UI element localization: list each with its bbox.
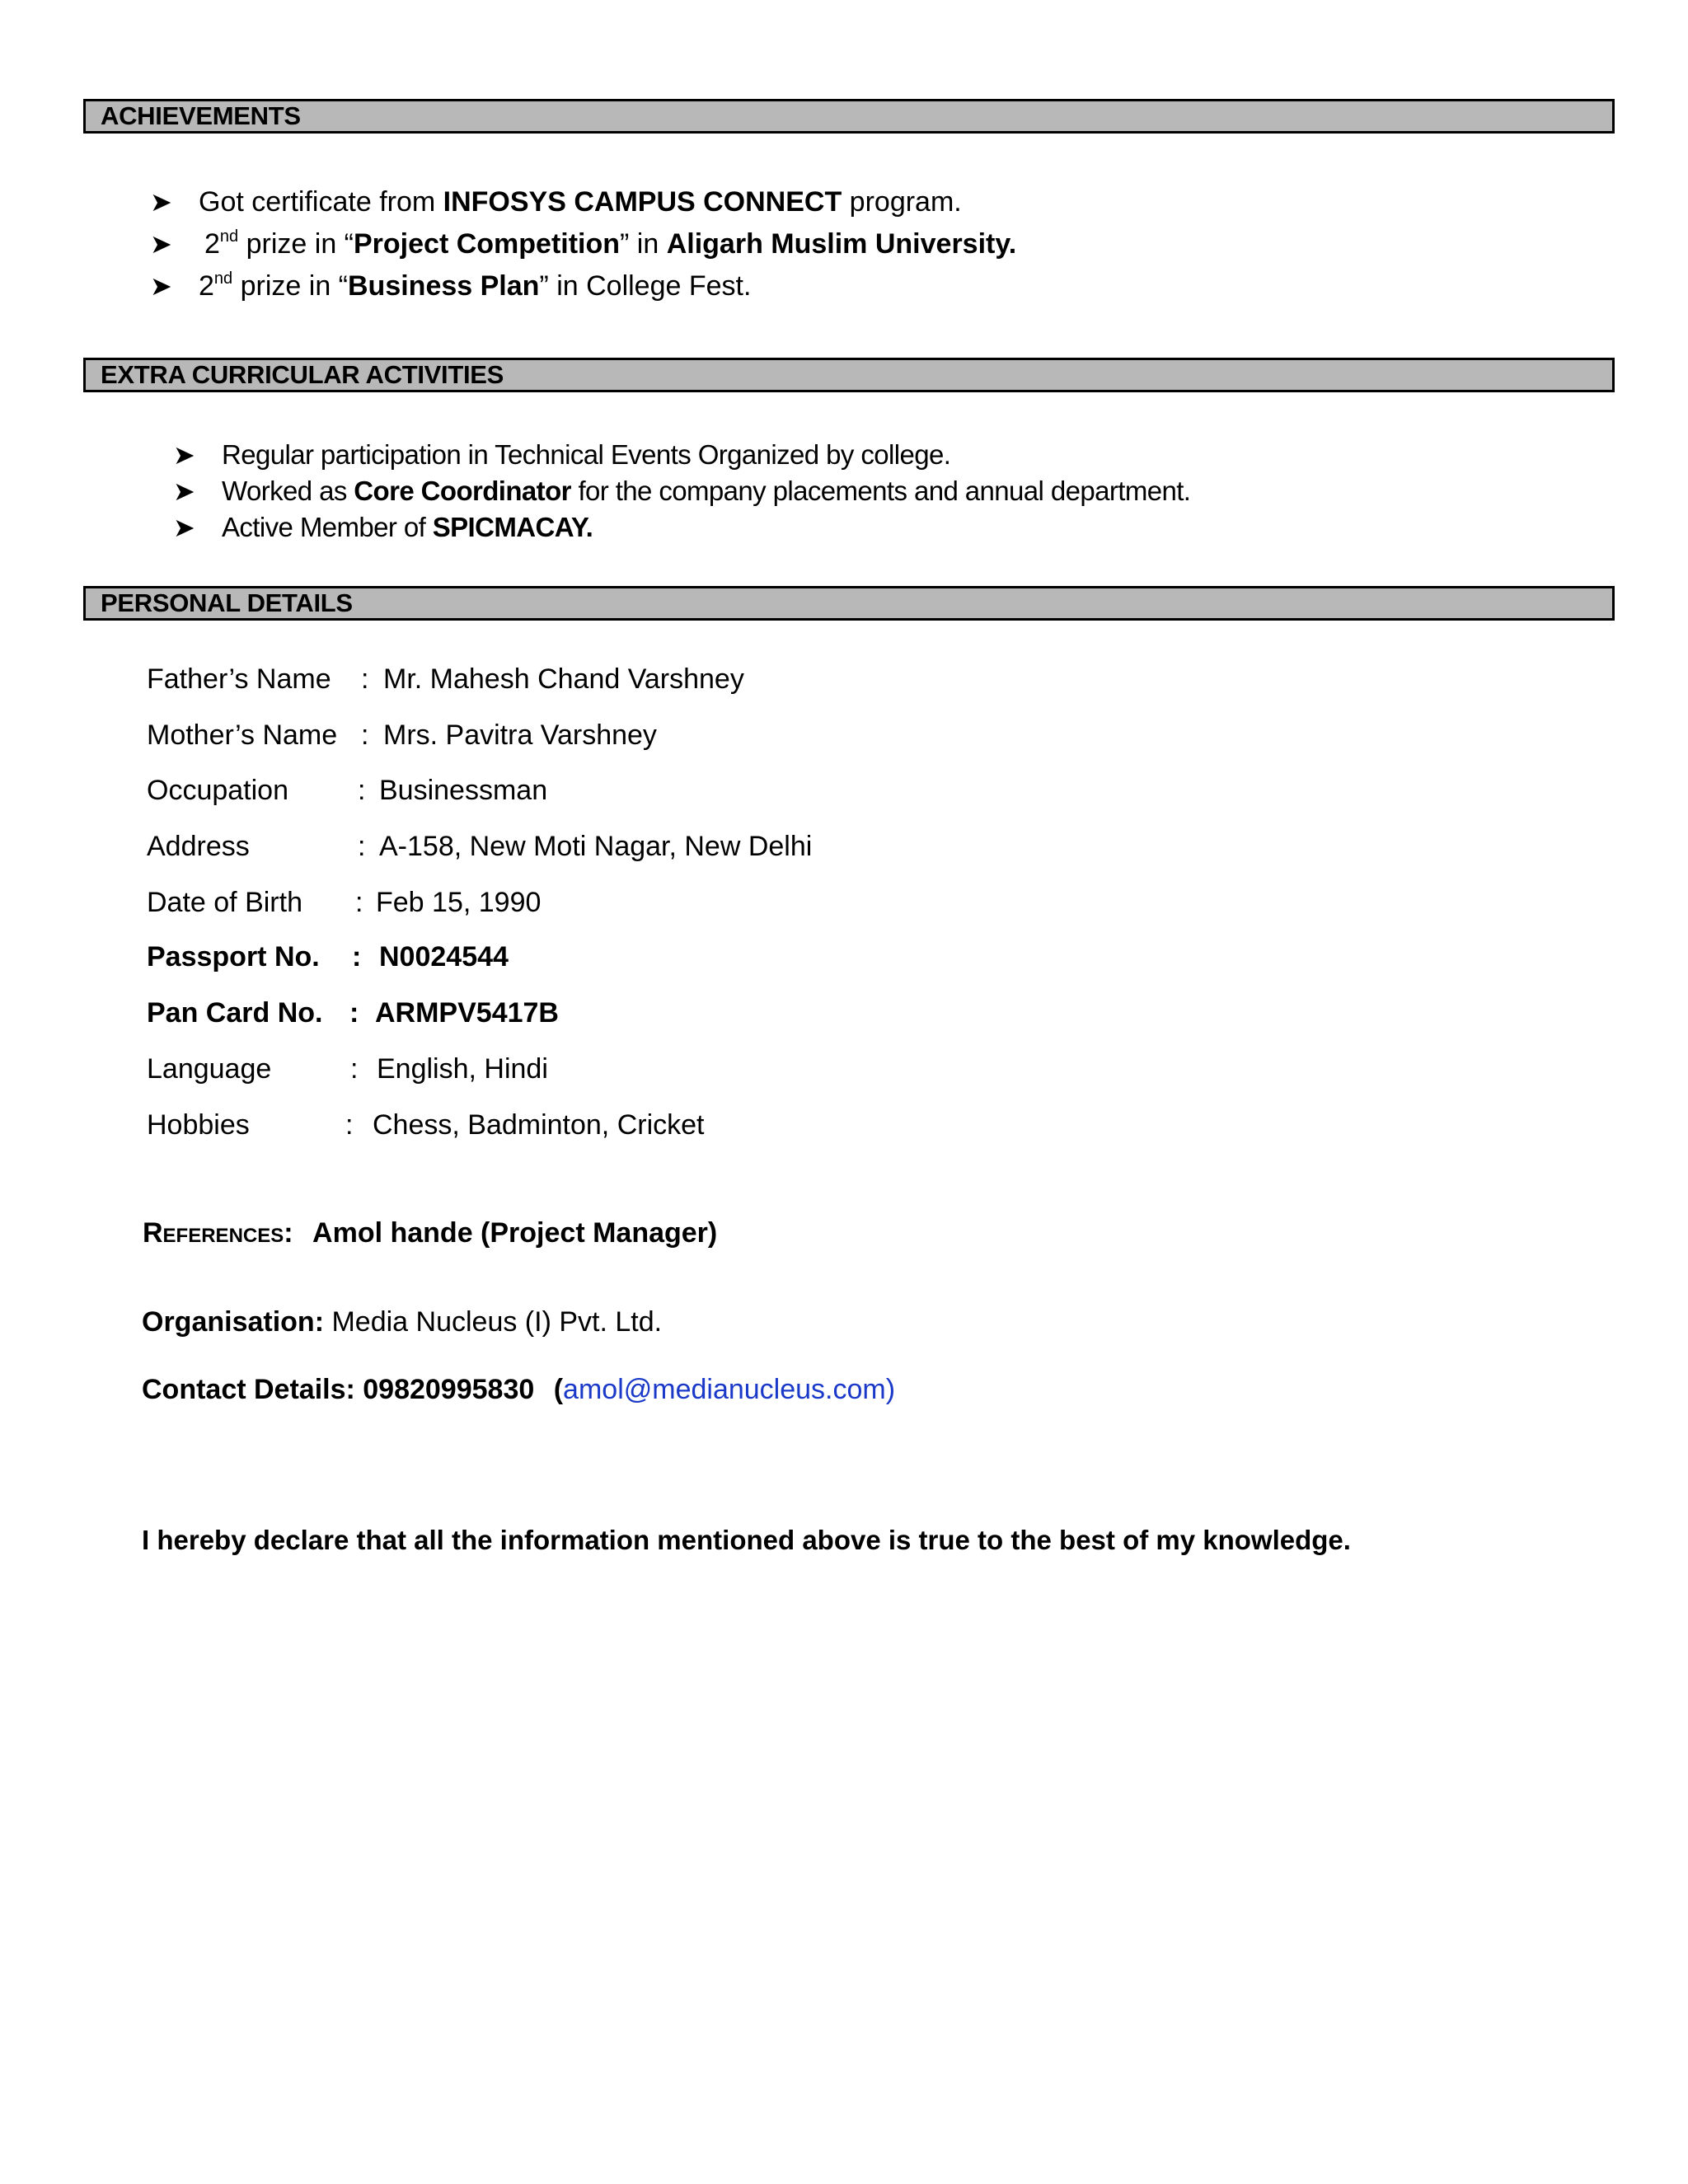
achievements-header: ACHIEVEMENTS bbox=[83, 99, 1615, 134]
detail-value: English, Hindi bbox=[377, 1053, 548, 1085]
item-text: 2 bbox=[199, 270, 214, 302]
reference-name: Amol hande (Project Manager) bbox=[312, 1217, 718, 1249]
item-text: prize in “ bbox=[238, 228, 354, 260]
organisation-value: Media Nucleus (I) Pvt. Ltd. bbox=[324, 1306, 663, 1338]
item-bold-text: Core Coordinator bbox=[354, 476, 571, 506]
detail-colon: : bbox=[350, 1053, 359, 1085]
item-bold-text: SPICMACAY. bbox=[432, 512, 593, 542]
item-text: prize in “ bbox=[232, 270, 348, 302]
detail-colon: : bbox=[355, 887, 363, 918]
references-label: References: bbox=[143, 1217, 293, 1249]
arrow-bullet-icon: ➤ bbox=[173, 476, 195, 506]
declaration-text: I hereby declare that all the information mentioned above is true to the best of my knowledge. bbox=[142, 1525, 1351, 1555]
detail-value: A-158, New Moti Nagar, New Delhi bbox=[379, 831, 813, 862]
arrow-bullet-icon: ➤ bbox=[173, 440, 195, 470]
detail-label: Hobbies bbox=[147, 1109, 250, 1141]
contact-line bbox=[142, 1374, 895, 1406]
item-bold-text: Project Competition bbox=[354, 228, 621, 260]
item-text: for the company placements and annual department. bbox=[570, 476, 1191, 506]
item-text: ” in bbox=[620, 228, 667, 260]
arrow-bullet-icon: ➤ bbox=[150, 229, 172, 259]
contact-label: Contact Details: 09820995830 bbox=[142, 1374, 535, 1405]
detail-value: Businessman bbox=[379, 775, 548, 806]
arrow-bullet-icon: ➤ bbox=[150, 271, 172, 301]
item-text: Active Member of bbox=[222, 512, 433, 542]
detail-value: ARMPV5417B bbox=[375, 997, 559, 1029]
contact-paren: ( bbox=[553, 1374, 564, 1405]
item-bold-text: Aligarh Muslim University. bbox=[666, 228, 1017, 260]
detail-value: Mrs. Pavitra Varshney bbox=[383, 719, 657, 751]
item-text: Got certificate from bbox=[199, 186, 443, 218]
arrow-bullet-icon: ➤ bbox=[150, 187, 172, 217]
item-text: program. bbox=[842, 186, 962, 218]
detail-label: Address bbox=[147, 831, 250, 862]
extra-curricular-header: EXTRA CURRICULAR ACTIVITIES bbox=[83, 358, 1615, 392]
detail-colon: : bbox=[349, 997, 359, 1029]
detail-label: Passport No. bbox=[147, 941, 320, 972]
detail-value: N0024544 bbox=[379, 941, 509, 972]
organisation-label: Organisation: bbox=[142, 1306, 325, 1338]
item-superscript: nd bbox=[219, 227, 239, 246]
item-text: 2 bbox=[204, 228, 220, 260]
item-text: Worked as bbox=[222, 476, 354, 506]
detail-colon: : bbox=[345, 1109, 354, 1141]
item-superscript: nd bbox=[213, 269, 233, 288]
detail-colon: : bbox=[358, 831, 366, 862]
item-text: ” in College Fest. bbox=[539, 270, 752, 302]
detail-label: Mother’s Name bbox=[147, 719, 338, 751]
detail-colon: : bbox=[358, 775, 366, 806]
detail-label: Pan Card No. bbox=[147, 997, 323, 1029]
detail-colon: : bbox=[361, 663, 369, 695]
detail-label: Language bbox=[147, 1053, 272, 1085]
detail-colon: : bbox=[352, 941, 362, 972]
arrow-bullet-icon: ➤ bbox=[173, 513, 195, 542]
detail-value: Chess, Badminton, Cricket bbox=[373, 1109, 705, 1141]
organisation-line bbox=[142, 1306, 662, 1338]
contact-email-link[interactable]: amol@medianucleus.com) bbox=[563, 1374, 896, 1405]
personal-details-header: PERSONAL DETAILS bbox=[83, 586, 1615, 621]
item-bold-text: INFOSYS CAMPUS CONNECT bbox=[443, 186, 842, 218]
detail-value: Feb 15, 1990 bbox=[376, 887, 542, 918]
detail-label: Date of Birth bbox=[147, 887, 302, 918]
detail-colon: : bbox=[361, 719, 369, 751]
detail-label: Occupation bbox=[147, 775, 288, 806]
detail-label: Father’s Name bbox=[147, 663, 331, 695]
detail-value: Mr. Mahesh Chand Varshney bbox=[383, 663, 744, 695]
item-text: Regular participation in Technical Events Organized by college. bbox=[222, 439, 951, 470]
references-line bbox=[143, 1217, 717, 1249]
item-bold-text: Business Plan bbox=[348, 270, 540, 302]
